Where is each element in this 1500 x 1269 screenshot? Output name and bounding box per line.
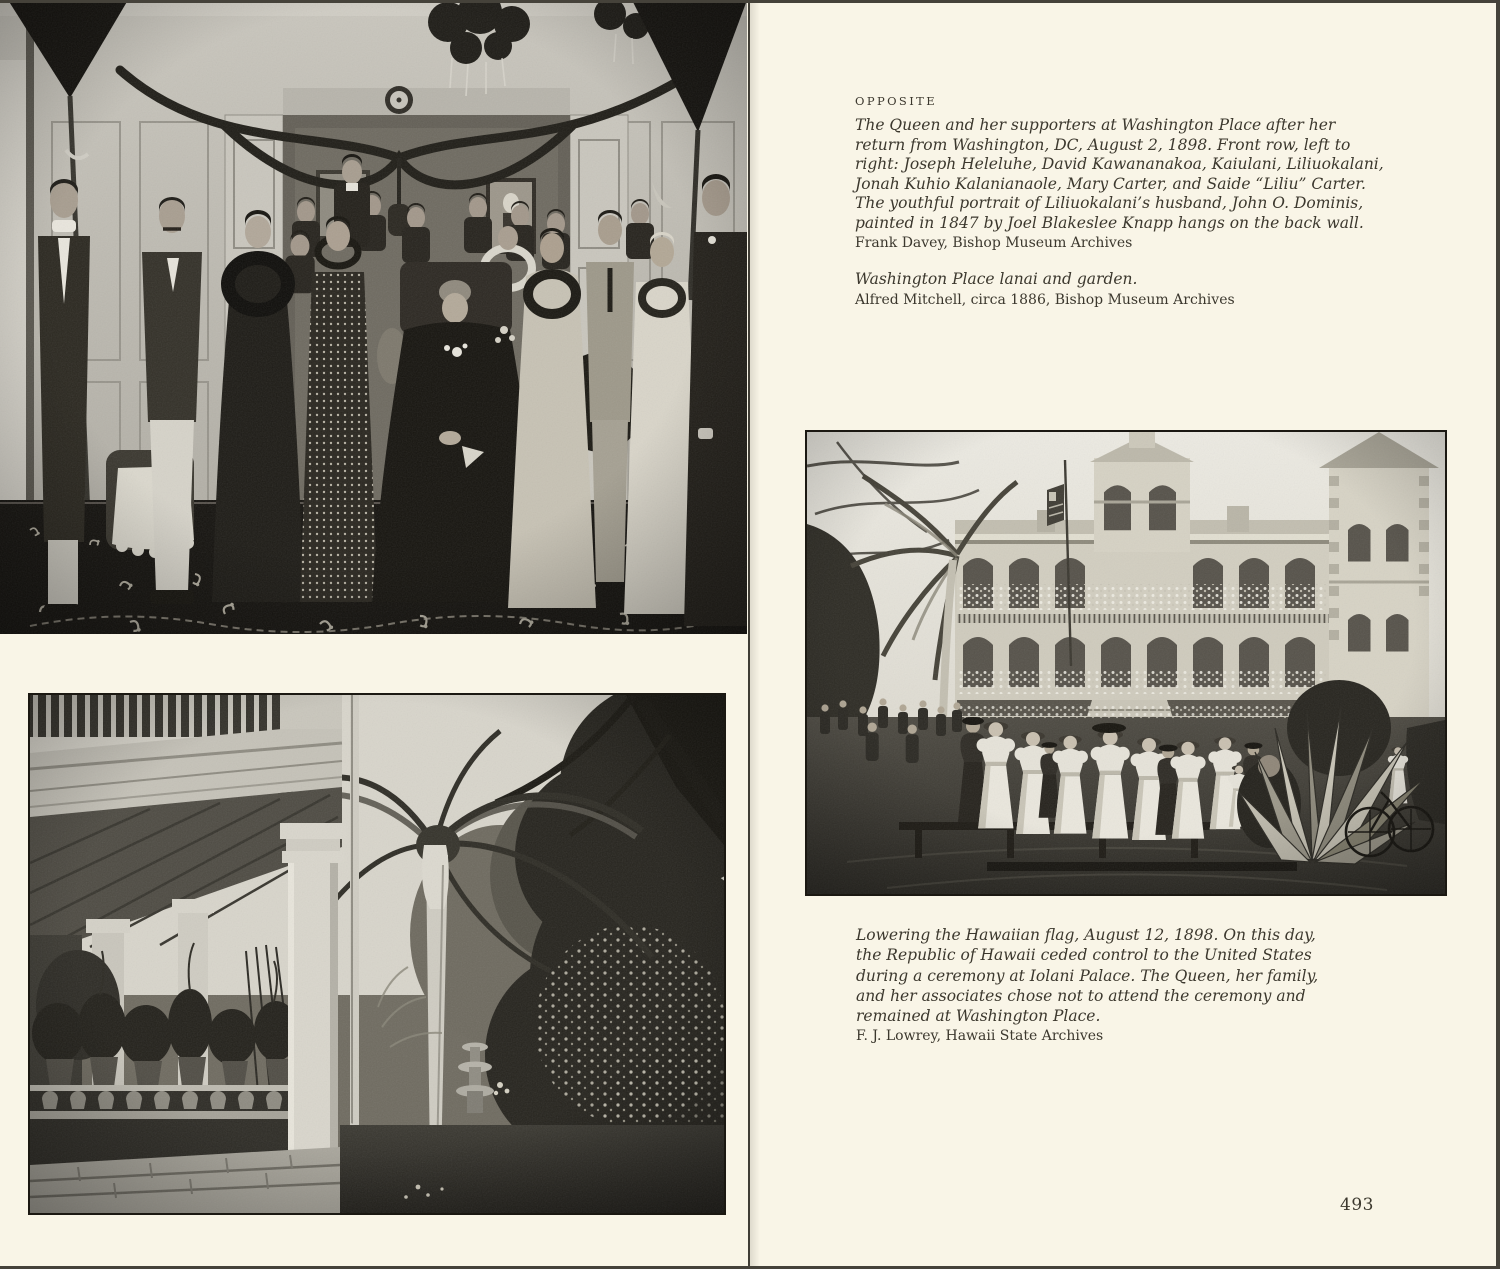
caption-line: painted in 1847 by Joel Blakeslee Knapp hangs on the back wall. [855, 213, 1364, 232]
caption-line: Jonah Kuhio Kalanianaole, Mary Carter, and Saide “Liliu” Carter. [855, 174, 1366, 193]
page-edge-top [0, 0, 1497, 3]
caption-line: during a ceremony at Iolani Palace. The Queen, her family, [856, 966, 1319, 985]
caption-line: return from Washington, DC, August 2, 1898. Front row, left to [855, 135, 1351, 154]
caption-line: Lowering the Hawaiian flag, August 12, 1898. On this day, [856, 926, 1316, 944]
page-gutter-shadow [750, 0, 760, 1269]
photo-queen-supporters [0, 0, 747, 634]
photo-iolani-palace-flag-lowering [805, 430, 1447, 896]
opposite-label: OPPOSITE [855, 94, 938, 108]
caption-flag-lowering-block [856, 925, 1318, 1046]
page-number: 493 [1340, 1195, 1374, 1215]
caption-line: The youthful portrait of Liliuokalani’s husband, John O. Dominis, [855, 194, 1364, 212]
caption-line: the Republic of Hawaii ceded control to the United States [856, 946, 1312, 965]
iolani-palace-illustration [807, 432, 1445, 894]
photo-washington-place-lanai [28, 693, 726, 1215]
photo-credit: Alfred Mitchell, circa 1886, Bishop Museum Archives [855, 291, 1235, 308]
queen-supporters-illustration [0, 0, 747, 634]
lanai-garden-illustration [30, 695, 724, 1213]
caption-line: Washington Place lanai and garden. [855, 270, 1138, 288]
photo-credit: F. J. Lowrey, Hawaii State Archives [856, 1028, 1104, 1045]
page-edge-right [1496, 0, 1500, 1269]
page-gutter-line [748, 0, 750, 1269]
caption-line: remained at Washington Place. [856, 1007, 1101, 1026]
caption-line: right: Joseph Heleluhe, David Kawananakoa, Kaiulani, Liliuokalani, [855, 155, 1384, 173]
caption-line: The Queen and her supporters at Washington Place after her [855, 116, 1336, 134]
caption-line: and her associates chose not to attend the ceremony and [856, 986, 1306, 1005]
photo-credit: Frank Davey, Bishop Museum Archives [855, 235, 1133, 251]
caption-opposite-block [855, 94, 1384, 310]
